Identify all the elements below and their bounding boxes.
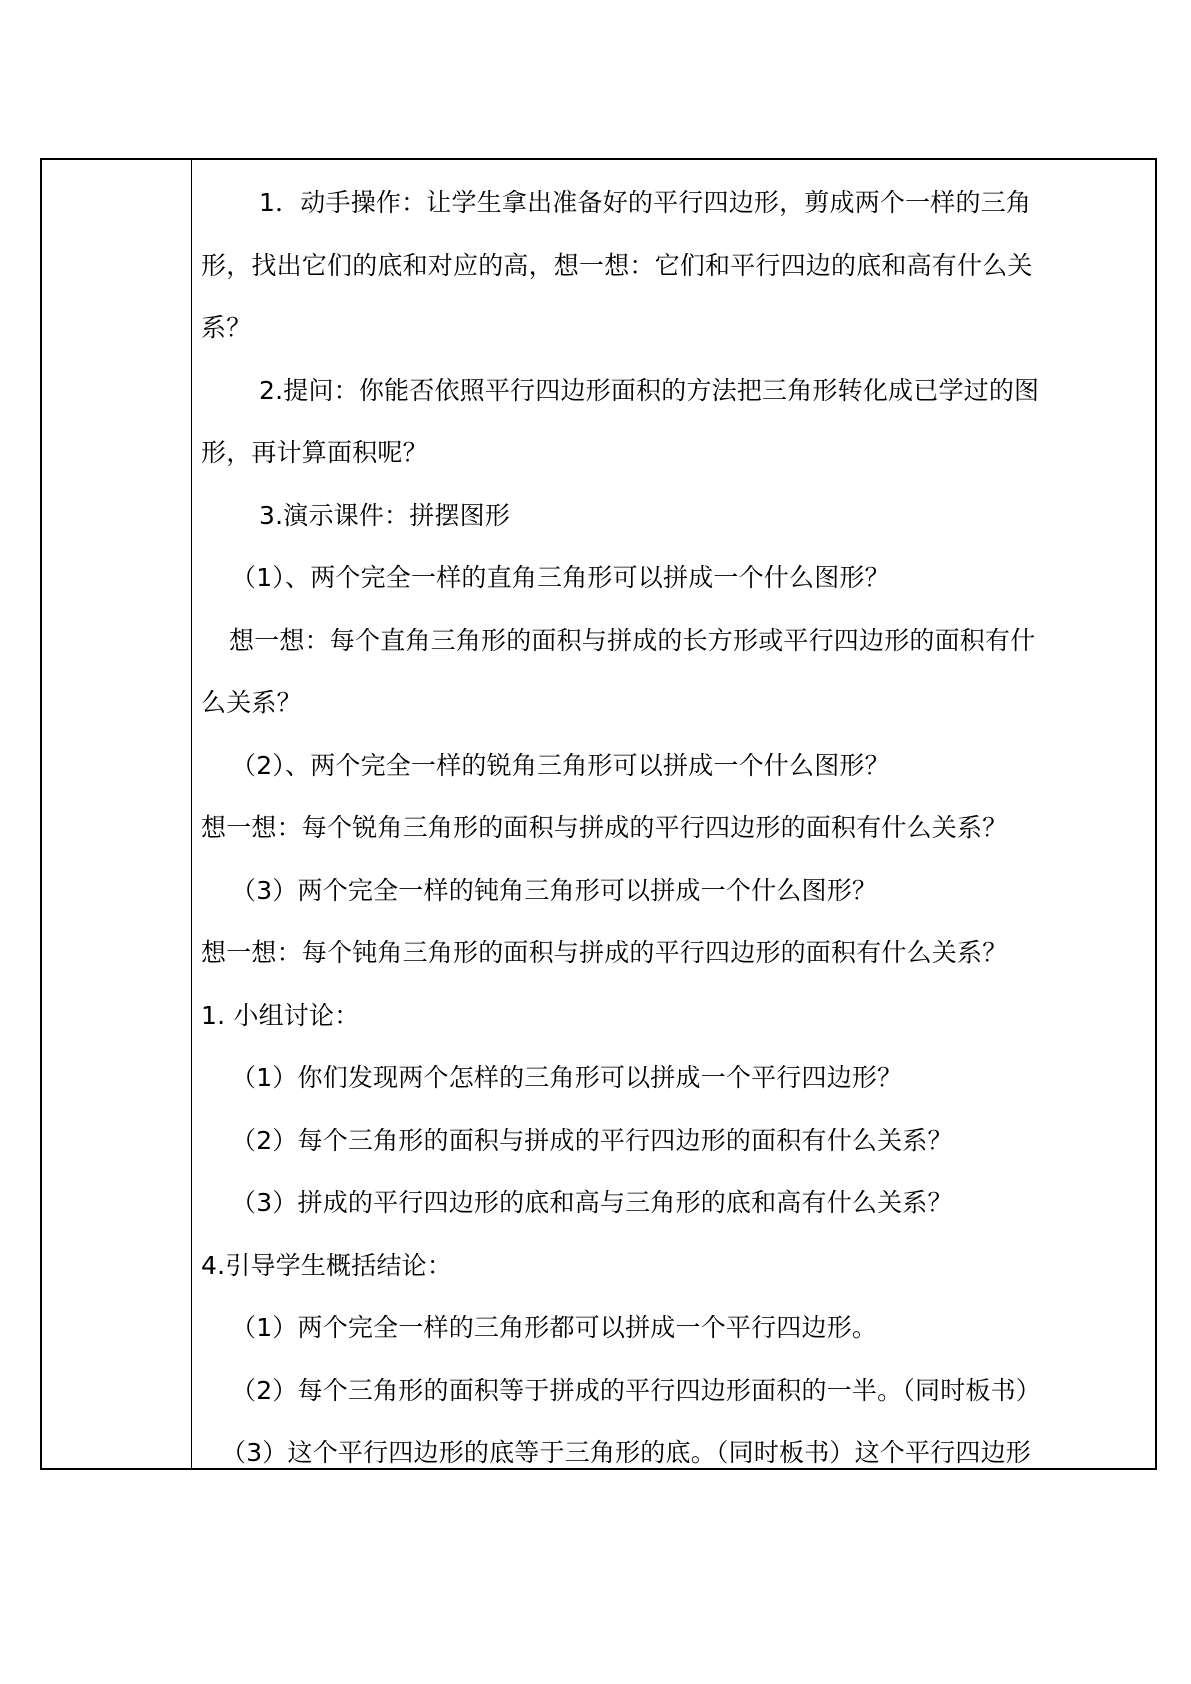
lesson-table (40, 158, 1157, 1470)
text-line: （2）每个三角形的面积等于拼成的平行四边形面积的一半。（同时板书） (231, 1375, 1042, 1405)
text-line: （2）、两个完全一样的锐角三角形可以拼成一个什么图形？ (231, 750, 890, 780)
text-line: 形，再计算面积呢？ (201, 438, 428, 467)
text-line: 1. 小组讨论： (201, 1000, 360, 1030)
text-line: （1）你们发现两个怎样的三角形可以拼成一个平行四边形？ (231, 1063, 903, 1092)
text-line: （1）、两个完全一样的直角三角形可以拼成一个什么图形？ (231, 563, 890, 592)
text-line: 么关系？ (201, 688, 302, 717)
text-line: （3）拼成的平行四边形的底和高与三角形的底和高有什么关系？ (231, 1188, 953, 1217)
text-line: 想一想：每个锐角三角形的面积与拼成的平行四边形的面积有什么关系？ (201, 813, 1008, 842)
text-line: （2）每个三角形的面积与拼成的平行四边形的面积有什么关系？ (231, 1125, 953, 1155)
text-line: 4.引导学生概括结论： (201, 1250, 453, 1280)
text-line: 1．动手操作：让学生拿出准备好的平行四边形，剪成两个一样的三角 (259, 188, 1032, 217)
text-line: 系？ (201, 313, 252, 342)
text-line: 2.提问：你能否依照平行四边形面积的方法把三角形转化成已学过的图 (259, 375, 1040, 405)
text-line: （3）两个完全一样的钝角三角形可以拼成一个什么图形？ (231, 875, 878, 905)
text-line: 3.演示课件：拼摆图形 (259, 500, 511, 530)
content-cell (192, 160, 1155, 1468)
text-line: 想一想：每个钝角三角形的面积与拼成的平行四边形的面积有什么关系？ (201, 938, 1008, 967)
left-column-cell (42, 160, 192, 1468)
text-line: （3）这个平行四边形的底等于三角形的底。（同时板书）这个平行四边形 (221, 1438, 1032, 1467)
text-line: 想一想：每个直角三角形的面积与拼成的长方形或平行四边形的面积有什 (229, 625, 1036, 655)
text-line: （1）两个完全一样的三角形都可以拼成一个平行四边形。 (231, 1313, 878, 1342)
text-line: 形，找出它们的底和对应的高，想一想：它们和平行四边的底和高有什么关 (201, 250, 1033, 280)
